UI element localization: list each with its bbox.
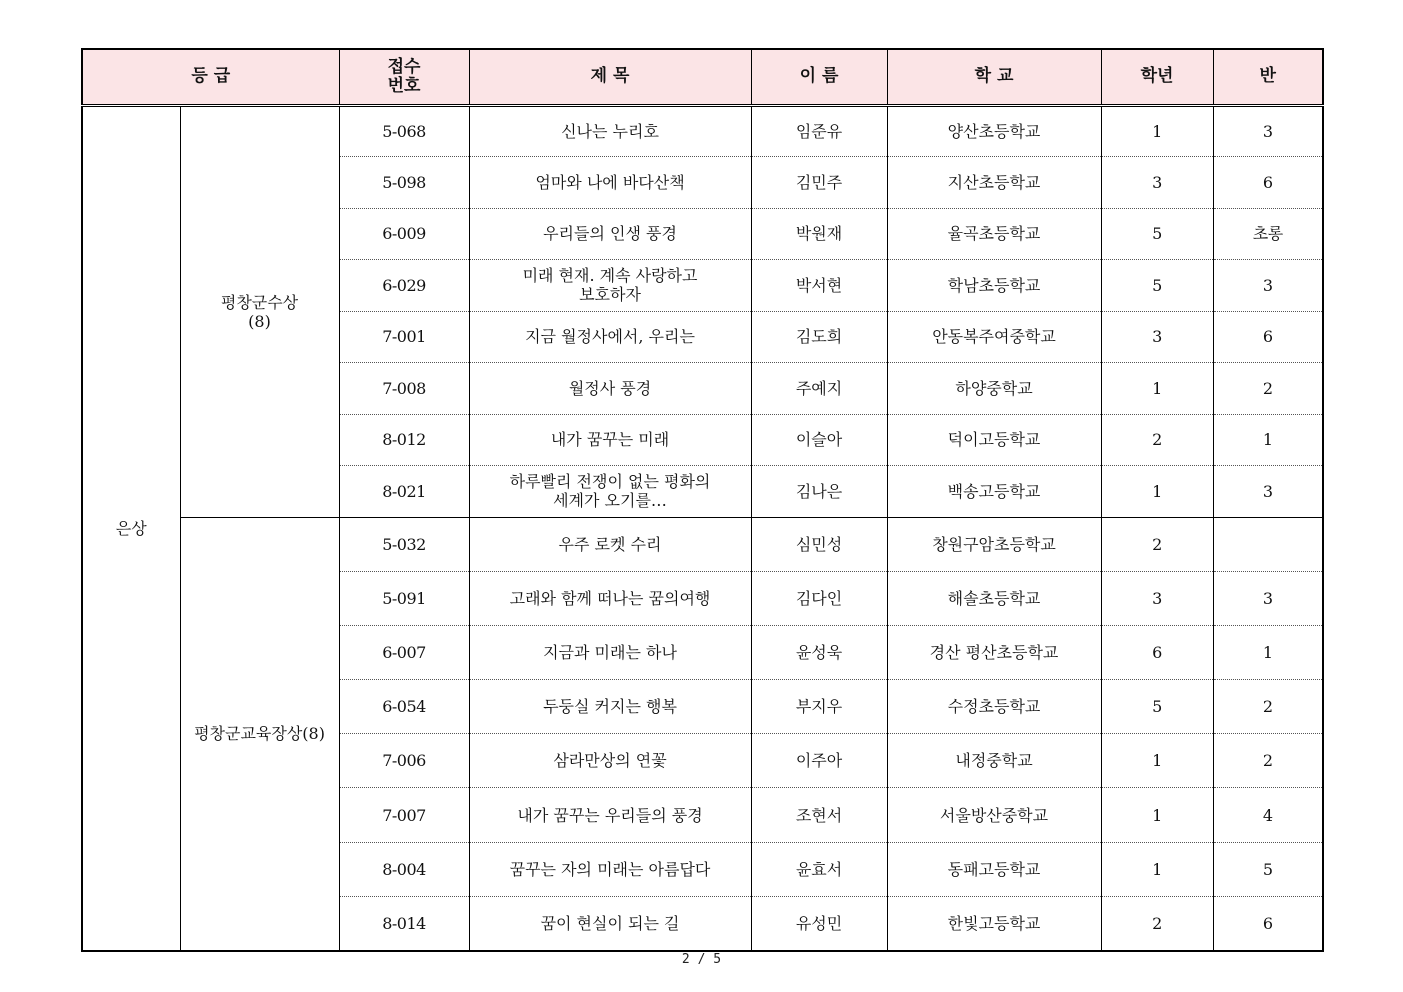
class-cell: 6 — [1213, 896, 1323, 950]
class-cell: 3 — [1213, 260, 1323, 312]
school-cell: 동패고등학교 — [887, 842, 1101, 896]
title-cell: 미래 현재. 계속 사랑하고 보호하자 — [469, 260, 751, 312]
class-cell: 2 — [1213, 734, 1323, 788]
grade-cell: 1 — [1101, 466, 1213, 518]
name-cell: 김민주 — [751, 157, 887, 209]
class-cell: 1 — [1213, 414, 1323, 466]
receipt-no-cell: 5-032 — [339, 517, 469, 571]
receipt-no-cell: 6-007 — [339, 625, 469, 679]
award-type-cell: 평창군교육장상(8) — [180, 517, 339, 951]
title-cell: 내가 꿈꾸는 우리들의 풍경 — [469, 788, 751, 842]
header-class: 반 — [1213, 49, 1323, 105]
class-cell: 3 — [1213, 466, 1323, 518]
receipt-no-cell: 5-068 — [339, 105, 469, 157]
receipt-no-cell: 5-098 — [339, 157, 469, 209]
name-cell: 유성민 — [751, 896, 887, 950]
receipt-no-cell: 6-029 — [339, 260, 469, 312]
class-cell: 1 — [1213, 625, 1323, 679]
name-cell: 김도희 — [751, 311, 887, 363]
page-number: 2 / 5 — [681, 952, 722, 967]
class-cell: 3 — [1213, 105, 1323, 157]
rank-cell: 은상 — [82, 105, 180, 951]
grade-cell: 1 — [1101, 842, 1213, 896]
grade-cell: 2 — [1101, 896, 1213, 950]
receipt-no-cell: 8-012 — [339, 414, 469, 466]
class-cell: 5 — [1213, 842, 1323, 896]
title-cell: 하루빨리 전쟁이 없는 평화의 세계가 오기를… — [469, 466, 751, 518]
name-cell: 윤성욱 — [751, 625, 887, 679]
table-header-row — [82, 49, 1323, 105]
grade-cell: 5 — [1101, 260, 1213, 312]
grade-cell: 5 — [1101, 208, 1213, 260]
school-cell: 해솔초등학교 — [887, 571, 1101, 625]
class-cell: 6 — [1213, 311, 1323, 363]
grade-cell: 1 — [1101, 788, 1213, 842]
title-cell: 우주 로켓 수리 — [469, 517, 751, 571]
title-cell: 월정사 풍경 — [469, 363, 751, 415]
school-cell: 지산초등학교 — [887, 157, 1101, 209]
school-cell: 한빛고등학교 — [887, 896, 1101, 950]
award-results-table — [81, 48, 1324, 952]
name-cell: 이주아 — [751, 734, 887, 788]
name-cell: 박원재 — [751, 208, 887, 260]
title-cell: 고래와 함께 떠나는 꿈의여행 — [469, 571, 751, 625]
title-cell: 우리들의 인생 풍경 — [469, 208, 751, 260]
school-cell: 학남초등학교 — [887, 260, 1101, 312]
grade-cell: 1 — [1101, 105, 1213, 157]
name-cell: 부지우 — [751, 680, 887, 734]
header-grade: 학년 — [1101, 49, 1213, 105]
school-cell: 수정초등학교 — [887, 680, 1101, 734]
school-cell: 안동복주여중학교 — [887, 311, 1101, 363]
grade-cell: 6 — [1101, 625, 1213, 679]
header-name: 이 름 — [751, 49, 887, 105]
school-cell: 내정중학교 — [887, 734, 1101, 788]
name-cell: 김나은 — [751, 466, 887, 518]
receipt-no-cell: 8-004 — [339, 842, 469, 896]
grade-cell: 3 — [1101, 157, 1213, 209]
receipt-no-cell: 6-054 — [339, 680, 469, 734]
grade-cell: 5 — [1101, 680, 1213, 734]
header-receipt-no: 접수 번호 — [339, 49, 469, 105]
receipt-no-cell: 8-021 — [339, 466, 469, 518]
title-cell: 지금과 미래는 하나 — [469, 625, 751, 679]
title-cell: 지금 월정사에서, 우리는 — [469, 311, 751, 363]
name-cell: 박서현 — [751, 260, 887, 312]
class-cell: 6 — [1213, 157, 1323, 209]
school-cell: 백송고등학교 — [887, 466, 1101, 518]
title-cell: 엄마와 나에 바다산책 — [469, 157, 751, 209]
table-body — [82, 105, 1323, 951]
grade-cell: 3 — [1101, 311, 1213, 363]
header-rank: 등 급 — [82, 49, 339, 105]
grade-cell: 2 — [1101, 414, 1213, 466]
name-cell: 김다인 — [751, 571, 887, 625]
class-cell: 4 — [1213, 788, 1323, 842]
award-type-cell: 평창군수상 (8) — [180, 105, 339, 517]
title-cell: 삼라만상의 연꽃 — [469, 734, 751, 788]
title-cell: 꿈이 현실이 되는 길 — [469, 896, 751, 950]
grade-cell: 2 — [1101, 517, 1213, 571]
school-cell: 하양중학교 — [887, 363, 1101, 415]
school-cell: 양산초등학교 — [887, 105, 1101, 157]
name-cell: 주예지 — [751, 363, 887, 415]
title-cell: 내가 꿈꾸는 미래 — [469, 414, 751, 466]
receipt-no-cell: 6-009 — [339, 208, 469, 260]
school-cell: 경산 평산초등학교 — [887, 625, 1101, 679]
class-cell: 2 — [1213, 363, 1323, 415]
grade-cell: 1 — [1101, 734, 1213, 788]
receipt-no-cell: 5-091 — [339, 571, 469, 625]
school-cell: 덕이고등학교 — [887, 414, 1101, 466]
title-cell: 두둥실 커지는 행복 — [469, 680, 751, 734]
school-cell: 창원구암초등학교 — [887, 517, 1101, 571]
class-cell: 3 — [1213, 571, 1323, 625]
name-cell: 윤효서 — [751, 842, 887, 896]
grade-cell: 3 — [1101, 571, 1213, 625]
receipt-no-cell: 8-014 — [339, 896, 469, 950]
table-row — [82, 105, 1323, 157]
receipt-no-cell: 7-007 — [339, 788, 469, 842]
name-cell: 임준유 — [751, 105, 887, 157]
title-cell: 꿈꾸는 자의 미래는 아름답다 — [469, 842, 751, 896]
class-cell — [1213, 517, 1323, 571]
class-cell: 2 — [1213, 680, 1323, 734]
class-cell: 초롱 — [1213, 208, 1323, 260]
title-cell: 신나는 누리호 — [469, 105, 751, 157]
receipt-no-cell: 7-008 — [339, 363, 469, 415]
name-cell: 조현서 — [751, 788, 887, 842]
school-cell: 율곡초등학교 — [887, 208, 1101, 260]
table-row — [82, 517, 1323, 571]
name-cell: 이슬아 — [751, 414, 887, 466]
header-school: 학 교 — [887, 49, 1101, 105]
header-title: 제 목 — [469, 49, 751, 105]
receipt-no-cell: 7-001 — [339, 311, 469, 363]
receipt-no-cell: 7-006 — [339, 734, 469, 788]
grade-cell: 1 — [1101, 363, 1213, 415]
name-cell: 심민성 — [751, 517, 887, 571]
school-cell: 서울방산중학교 — [887, 788, 1101, 842]
